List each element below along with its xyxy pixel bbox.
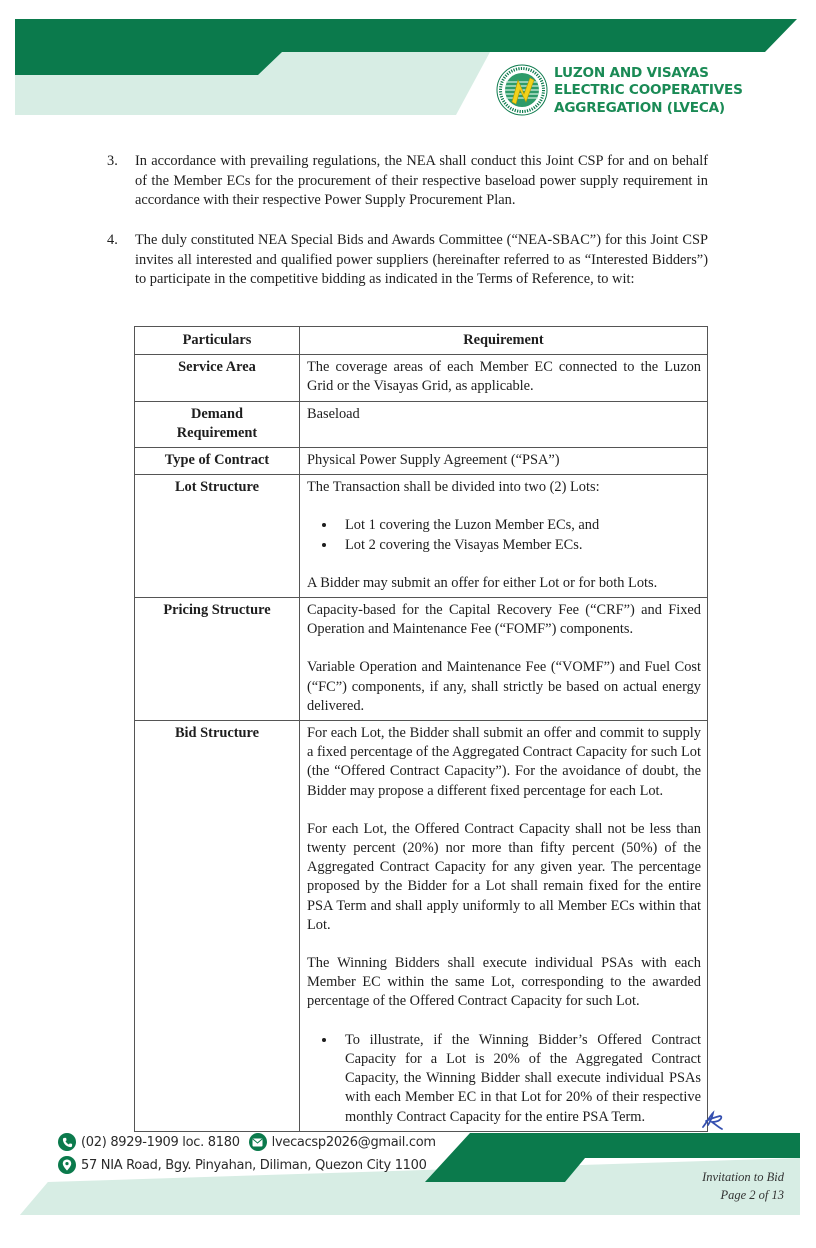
requirements-table bbox=[134, 326, 708, 1132]
pricing-paragraph: Capacity-based for the Capital Recovery Fee (“CRF”) and Fixed Operation and Maintenance Fee (“FOMF”) components. bbox=[307, 602, 701, 638]
table-header-row bbox=[135, 327, 708, 355]
paragraph-number: 4. bbox=[107, 232, 118, 248]
column-header-requirement: Requirement bbox=[300, 327, 708, 355]
phone-icon bbox=[58, 1133, 76, 1151]
row-value bbox=[300, 475, 708, 598]
table-row bbox=[135, 721, 708, 1132]
row-value bbox=[300, 598, 708, 721]
row-label: Type of Contract bbox=[135, 448, 300, 475]
row-value: Baseload bbox=[300, 401, 708, 447]
lot-list bbox=[307, 516, 701, 554]
table-row bbox=[135, 355, 708, 401]
list-item: • Lot 2 covering the Visayas Member ECs. bbox=[337, 536, 701, 555]
page-number: Page 2 of 13 bbox=[720, 1188, 784, 1202]
list-item: • To illustrate, if the Winning Bidder’s Offered Contract Capacity for a Lot is 20% of the Aggregated Contract Capacity, the Winning Bidder shall execute individual PSAs with each Member EC in that Lot for 20% of their respective monthly Contract Capacity for the entire PSA Term. bbox=[337, 1031, 701, 1127]
row-label: Service Area bbox=[135, 355, 300, 401]
contact-row-1 bbox=[58, 1133, 436, 1151]
row-value: Physical Power Supply Agreement (“PSA”) bbox=[300, 448, 708, 475]
pricing-paragraph: Variable Operation and Maintenance Fee (“VOMF”) and Fuel Cost (“FC”) components, if any, shall strictly be based on actual energy delivered. bbox=[307, 659, 701, 714]
email-icon bbox=[249, 1133, 267, 1151]
email-address[interactable]: lvecacsp2026@gmail.com bbox=[271, 1134, 436, 1150]
org-name-line-2: ELECTRIC COOPERATIVES bbox=[554, 82, 743, 99]
location-pin-icon bbox=[58, 1156, 76, 1174]
row-label: Bid Structure bbox=[135, 721, 300, 1132]
address: 57 NIA Road, Bgy. Pinyahan, Diliman, Quezon City 1100 bbox=[81, 1157, 427, 1173]
org-name-line-3: AGGREGATION (LVECA) bbox=[554, 99, 725, 116]
list-item: • Lot 1 covering the Luzon Member ECs, and bbox=[337, 516, 701, 535]
bid-paragraph: The Winning Bidders shall execute individual PSAs with each Member EC within the same Lot, corresponding to the awarded percentage of the Offered Contract Capacity for such Lot. bbox=[307, 955, 701, 1010]
page-reference bbox=[702, 1168, 784, 1204]
contact-row-2 bbox=[58, 1156, 427, 1174]
column-header-particulars: Particulars bbox=[135, 327, 300, 355]
lot-outro: A Bidder may submit an offer for either Lot or for both Lots. bbox=[307, 574, 658, 591]
paragraph-text: In accordance with prevailing regulations, the NEA shall conduct this Joint CSP for and on behalf of the Member ECs for the procurement of their respective baseload power supply requirement in accordance with their respective Power Supply Procurement Plan. bbox=[135, 153, 708, 209]
org-name-line-1: LUZON AND VISAYAS bbox=[554, 65, 709, 81]
row-label: Demand Requirement bbox=[135, 401, 300, 447]
row-label: Pricing Structure bbox=[135, 598, 300, 721]
paragraph-number: 3. bbox=[107, 153, 118, 169]
table-row bbox=[135, 475, 708, 598]
bid-paragraph: For each Lot, the Bidder shall submit an offer and commit to supply a fixed percentage of the Aggregated Contract Capacity for such Lot (the “Offered Contract Capacity”). For the avoidance of doubt, the Bidder may propose a different fixed percentage for each Lot. bbox=[307, 725, 701, 799]
org-name bbox=[554, 65, 743, 117]
bid-paragraph: For each Lot, the Offered Contract Capacity shall not be less than twenty percent (20%) nor more than fifty percent (50%) of the Aggregated Contract Capacity for any given year. The percentage proposed by the Bidder for a Lot shall remain fixed for the entire PSA Term and shall apply uniformly to all Member ECs within that Lot. bbox=[307, 820, 701, 933]
paragraph-text: The duly constituted NEA Special Bids and Awards Committee (“NEA-SBAC”) for this Joint CSP invites all interested and qualified power suppliers (hereinafter referred to as “Interested Bidders”) to participate in the competitive bidding as indicated in the Terms of Reference, to wit: bbox=[135, 232, 708, 288]
nea-logo bbox=[496, 64, 548, 116]
lot-intro: The Transaction shall be divided into two (2) Lots: bbox=[307, 479, 600, 496]
bid-list bbox=[307, 1031, 701, 1127]
table-row bbox=[135, 401, 708, 447]
row-value bbox=[300, 721, 708, 1132]
table-row bbox=[135, 598, 708, 721]
row-label: Lot Structure bbox=[135, 475, 300, 598]
row-value: The coverage areas of each Member EC connected to the Luzon Grid or the Visayas Grid, as applicable. bbox=[300, 355, 708, 401]
paragraph-3 bbox=[107, 152, 708, 211]
nea-lightning-logo-icon bbox=[496, 64, 548, 116]
paragraph-4 bbox=[107, 231, 708, 290]
footer-light-band-left bbox=[20, 1182, 420, 1215]
document-title: Invitation to Bid bbox=[702, 1170, 784, 1184]
table-row bbox=[135, 448, 708, 475]
phone-number: (02) 8929-1909 loc. 8180 bbox=[81, 1134, 240, 1150]
